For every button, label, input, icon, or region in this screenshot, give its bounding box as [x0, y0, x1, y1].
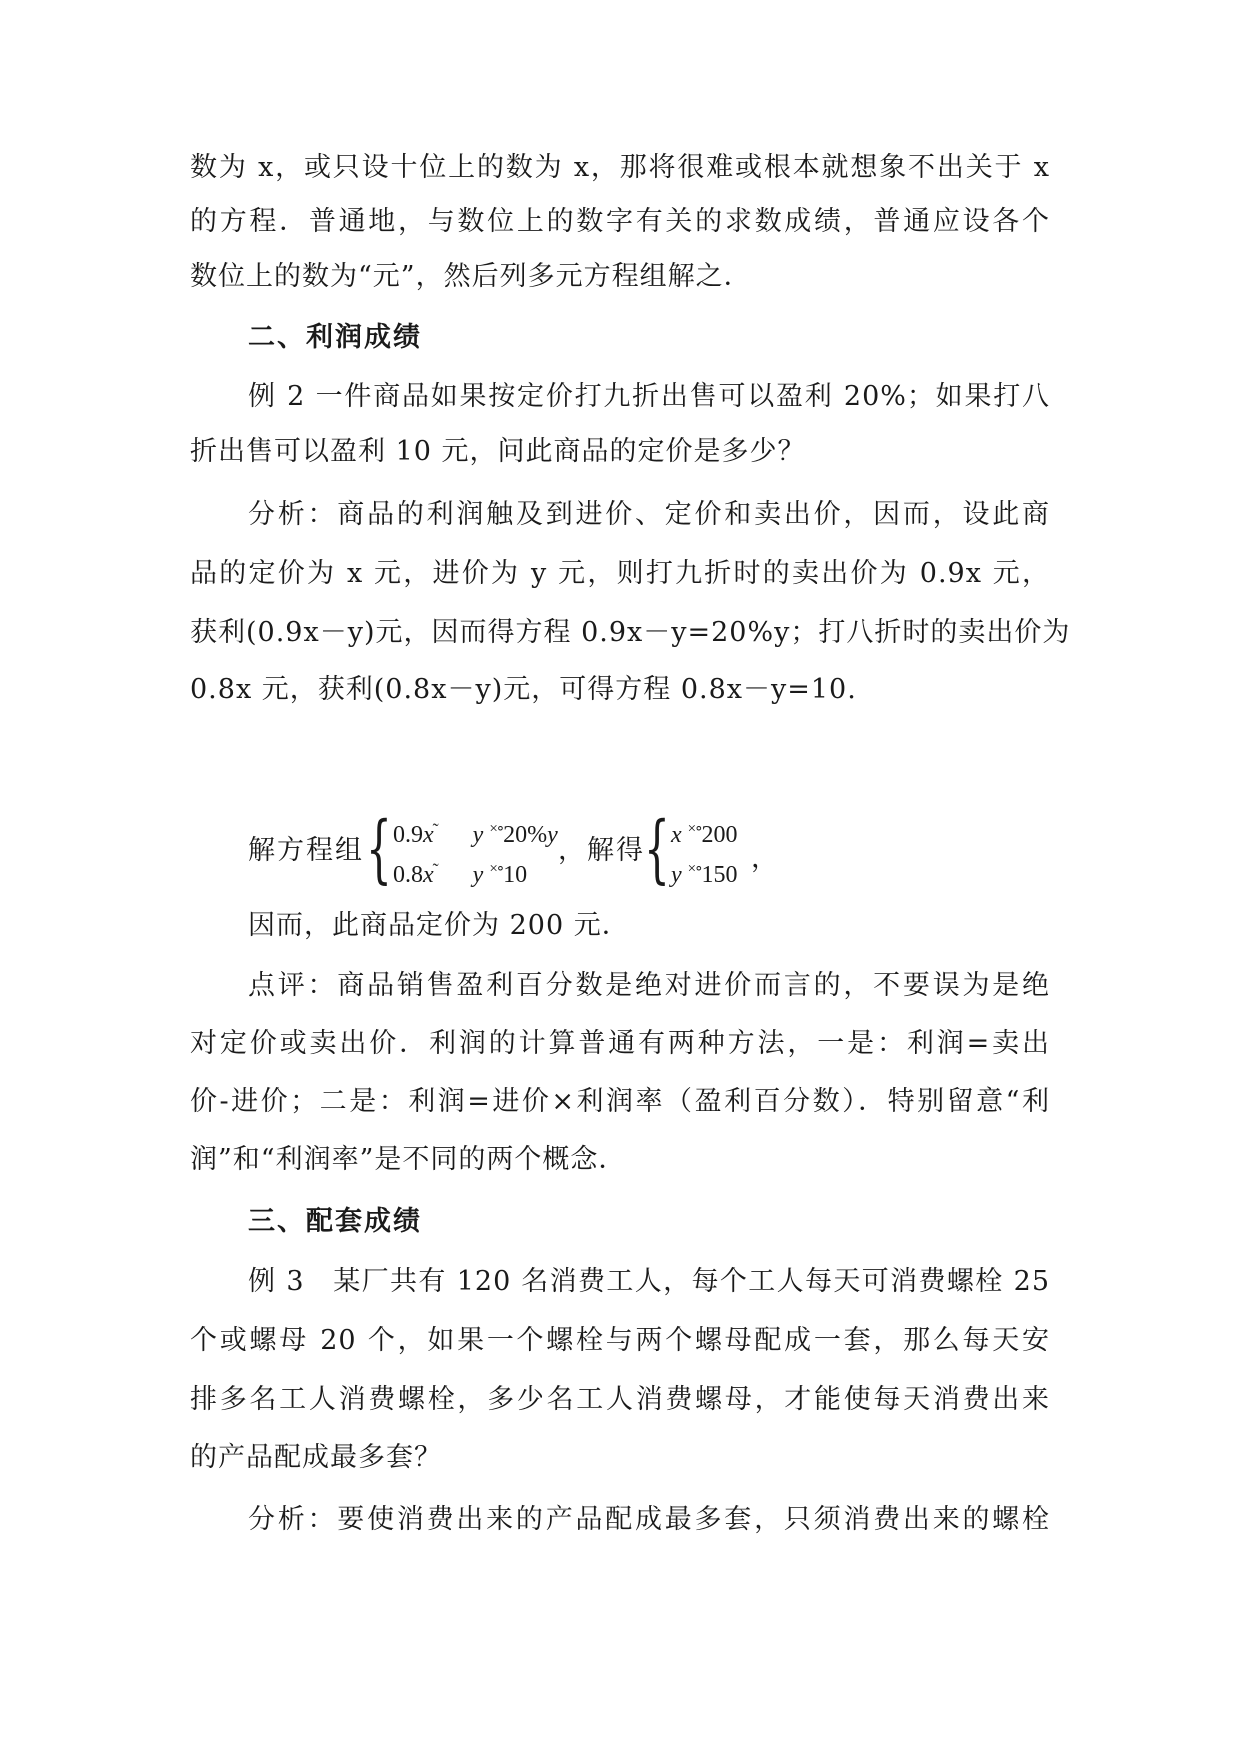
- example-2-line: 例 2 一件商品如果按定价打九折出售可以盈利 20%；如果打八: [248, 381, 1050, 412]
- analysis-line: 0.8x 元，获利(0.8x－y)元，可得方程 0.8x－y=10.: [190, 674, 857, 705]
- example-3-line: 排多名工人消费螺栓，多少名工人消费螺母，才能使每天消费出来: [190, 1384, 1050, 1415]
- section-heading-matching: 三、配套成绩: [248, 1206, 422, 1237]
- solution-y: y ×∘150: [671, 861, 738, 888]
- system-equation-2: 0.8x˜ y ×∘10: [393, 860, 528, 888]
- analysis-line: 品的定价为 x 元，进价为 y 元，则打九折时的卖出价为 0.9x 元，: [190, 558, 1050, 589]
- section-heading-profit: 二、利润成绩: [248, 322, 422, 353]
- example-2-line: 折出售可以盈利 10 元，问此商品的定价是多少？: [190, 436, 806, 467]
- left-brace: {: [644, 806, 670, 892]
- conclusion-line: 因而，此商品定价为 200 元．: [248, 910, 630, 941]
- equation-system-row: [248, 805, 1008, 897]
- solution-x: x ×∘200: [671, 821, 738, 848]
- example-3-line: 的产品配成最多套？: [190, 1442, 442, 1473]
- analysis-line: 分析：商品的利润触及到进价、定价和卖出价，因而，设此商: [248, 499, 1050, 530]
- paragraph-line: 的方程．普通地，与数位上的数字有关的求数成绩，普通应设各个: [190, 206, 1050, 237]
- paragraph-line: 数位上的数为“元”，然后列多元方程组解之．: [190, 261, 752, 292]
- example-3-line: 例 3 某厂共有 120 名消费工人，每个工人每天可消费螺栓 25: [248, 1266, 1050, 1297]
- solve-label: 解方程组: [248, 835, 364, 866]
- trailing-comma: ，: [751, 843, 780, 874]
- comment-line: 点评：商品销售盈利百分数是绝对进价而言的，不要误为是绝: [248, 970, 1050, 1001]
- comment-line: 价-进价；二是：利润=进价×利润率（盈利百分数）．特别留意“利: [190, 1086, 1050, 1117]
- example-3-line: 个或螺母 20 个，如果一个螺栓与两个螺母配成一套，那么每天安: [190, 1325, 1050, 1356]
- paragraph-line: 数为 x，或只设十位上的数为 x，那将很难或根本就想象不出关于 x: [190, 152, 1050, 183]
- analysis-line: 获利(0.9x－y)元，因而得方程 0.9x－y=20%y；打八折时的卖出价为: [190, 617, 1071, 648]
- comment-line: 对定价或卖出价．利润的计算普通有两种方法，一是：利润=卖出: [190, 1028, 1050, 1059]
- solved-label: ，解得: [558, 835, 645, 866]
- system-equation-1: 0.9x˜ y ×∘20%y: [393, 820, 558, 848]
- comment-line: 润”和“利润率”是不同的两个概念．: [190, 1144, 627, 1175]
- left-brace: {: [366, 806, 392, 892]
- analysis-line: 分析：要使消费出来的产品配成最多套，只须消费出来的螺栓: [248, 1504, 1050, 1535]
